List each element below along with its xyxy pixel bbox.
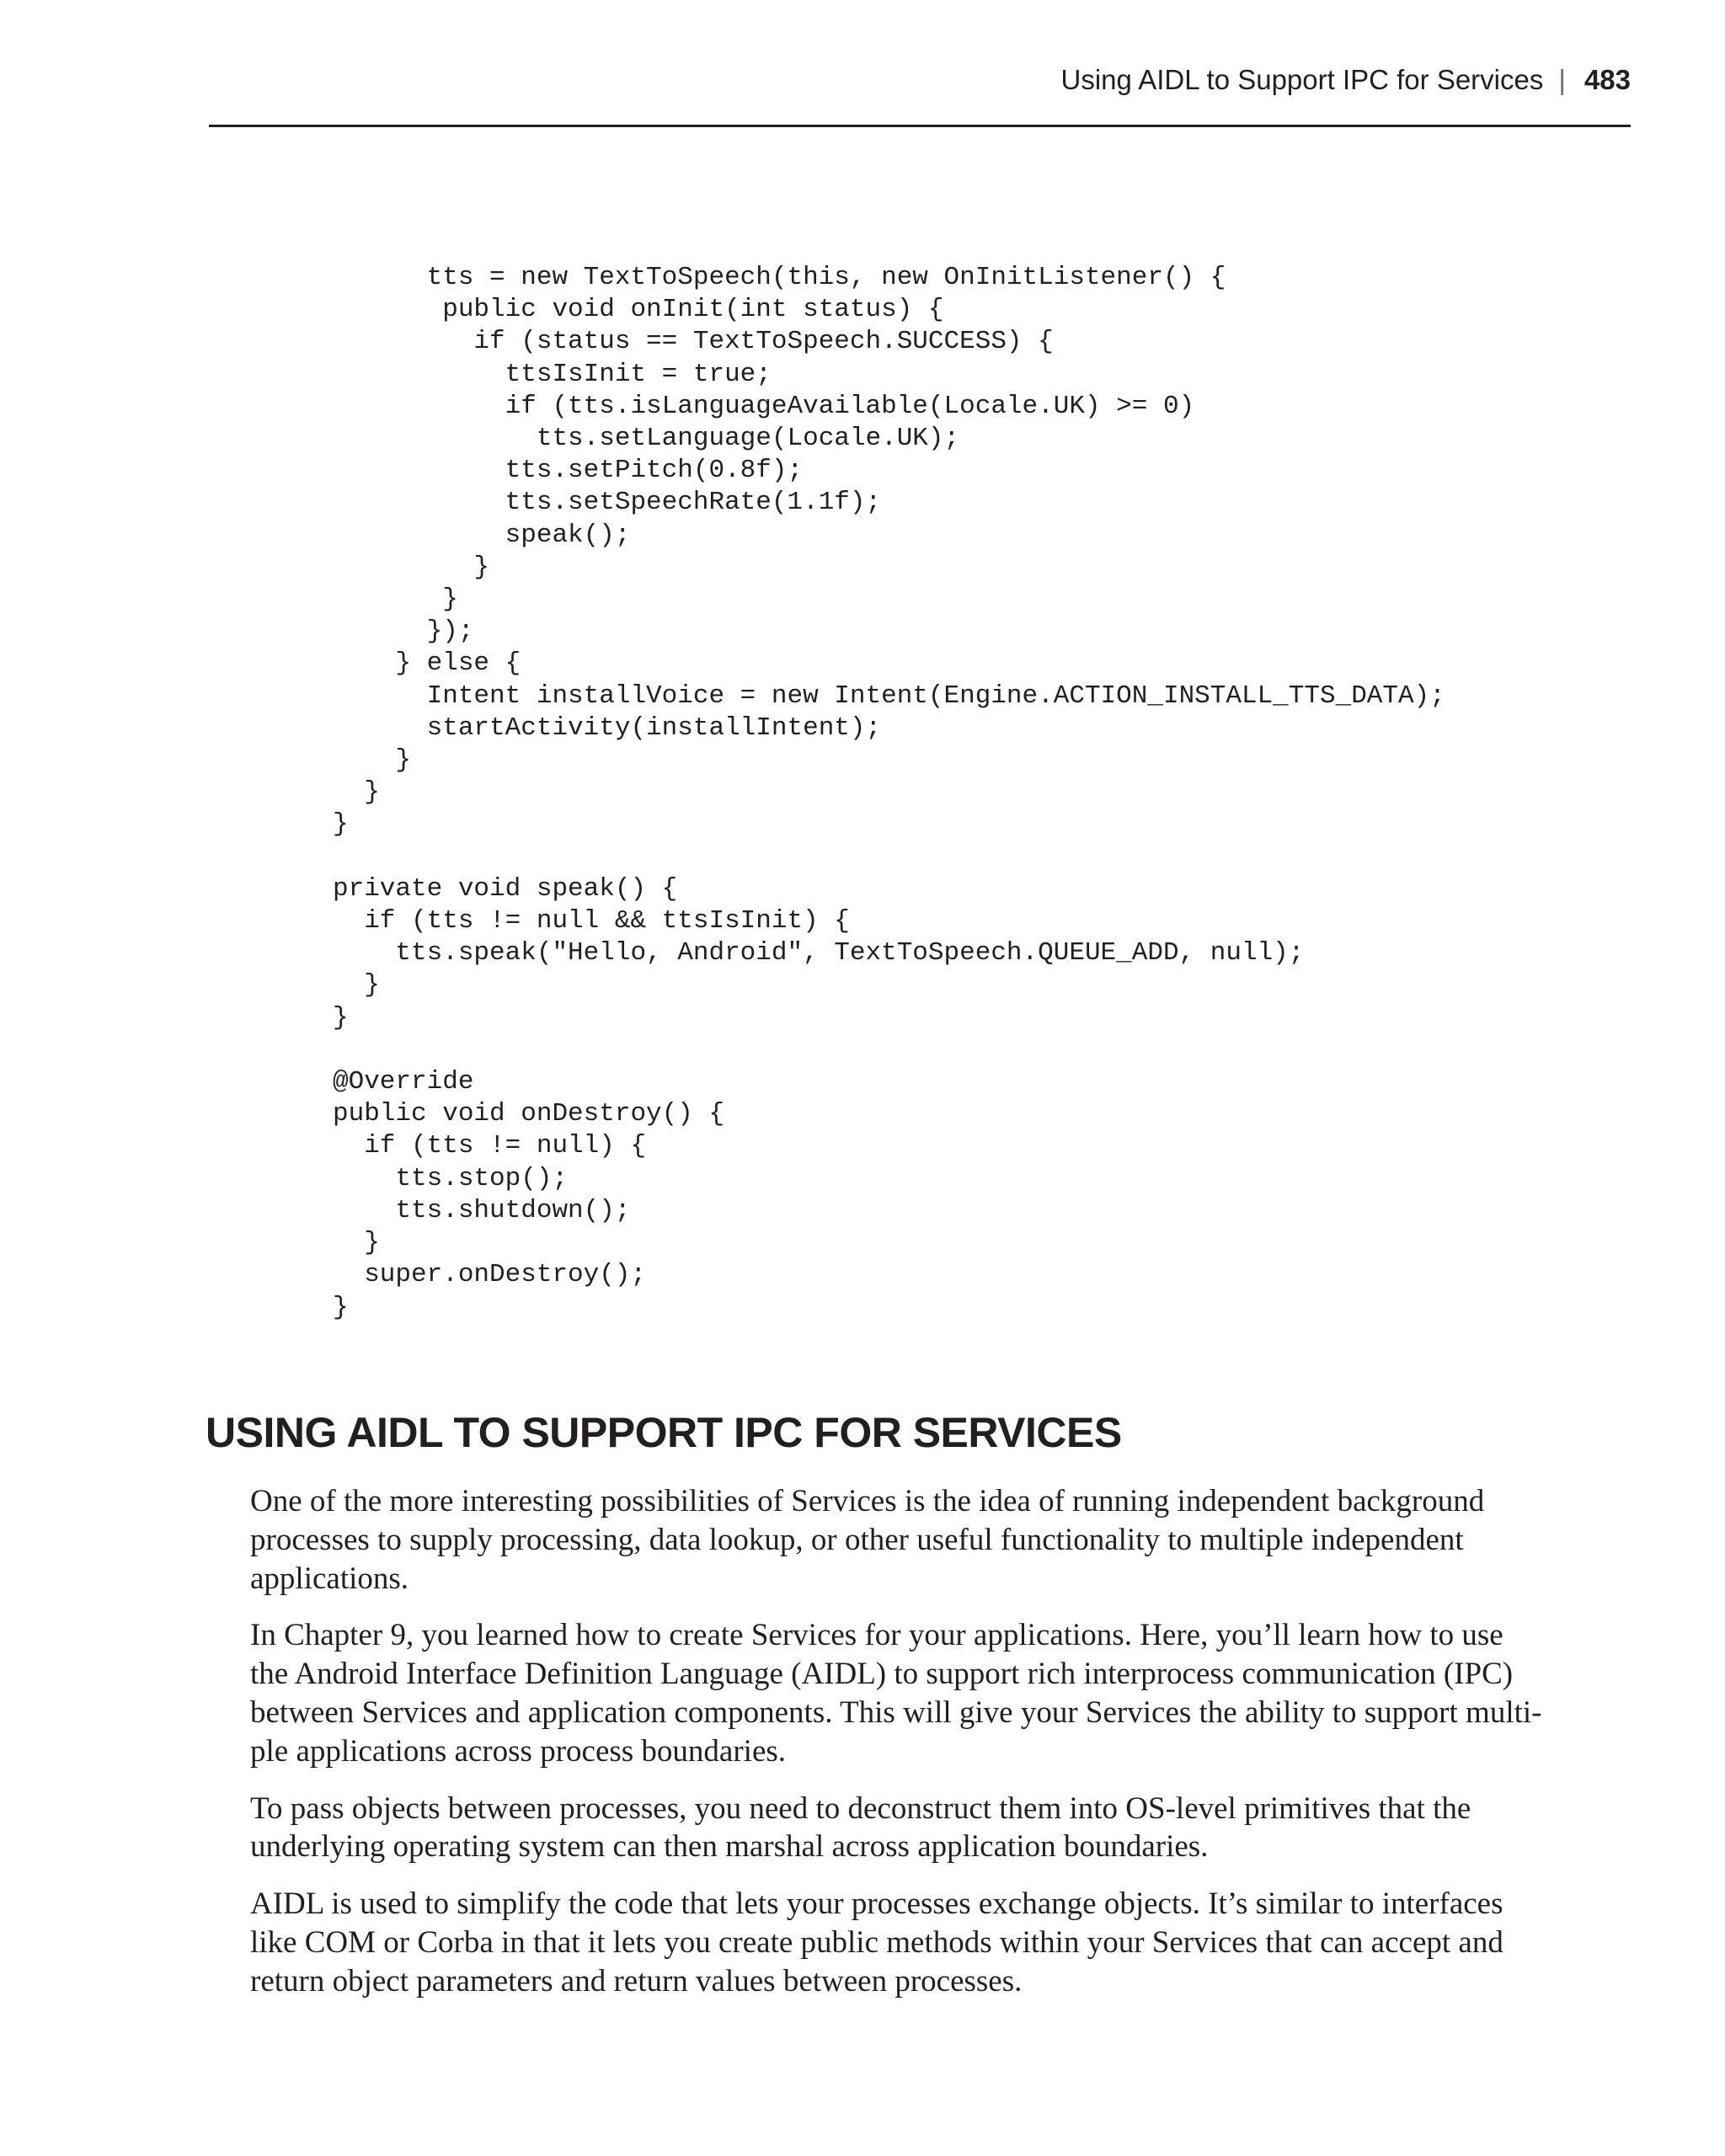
code-line: tts.speak("Hello, Android", TextToSpeech.QUEUE_ADD, null);: [333, 938, 1305, 969]
code-line: public void onDestroy() {: [333, 1099, 725, 1129]
running-head-title: Using AIDL to Support IPC for Services: [1060, 64, 1544, 95]
code-line: if (tts != null) {: [333, 1131, 647, 1161]
section-heading: USING AIDL TO SUPPORT IPC FOR SERVICES: [206, 1409, 1122, 1456]
code-line: tts.setPitch(0.8f);: [333, 456, 804, 486]
code-line: if (status == TextToSpeech.SUCCESS) {: [333, 327, 1054, 357]
code-line: public void onInit(int status) {: [333, 295, 944, 325]
code-line: }: [333, 809, 349, 840]
text-line: return object parameters and return values between processes.: [250, 1963, 1023, 1999]
code-line: }: [333, 777, 380, 808]
body-text: [250, 1482, 1615, 2020]
text-line: ple applications across process boundaries.: [250, 1733, 787, 1769]
code-line: speak();: [333, 520, 631, 550]
paragraph: [250, 1616, 1615, 1770]
code-line: if (tts != null && ttsIsInit) {: [333, 906, 850, 937]
paragraph: [250, 1482, 1615, 1598]
code-line: super.onDestroy();: [333, 1260, 647, 1290]
text-line: between Services and application components. This will give your Services the ability to support multi-: [250, 1694, 1542, 1730]
code-line: }: [333, 1002, 349, 1033]
text-line: To pass objects between processes, you need to deconstruct them into OS-level primitives that the: [250, 1790, 1471, 1826]
text-line: One of the more interesting possibilities of Services is the idea of running independent background: [250, 1484, 1485, 1518]
code-line: }: [333, 1228, 380, 1258]
code-line: }: [333, 745, 412, 776]
code-line: tts.shutdown();: [333, 1195, 631, 1225]
code-line: }: [333, 970, 380, 1001]
code-line: tts.setSpeechRate(1.1f);: [333, 488, 882, 518]
code-line: } else {: [333, 648, 521, 679]
text-line: AIDL is used to simplify the code that lets your processes exchange objects. It’s similar to interfaces: [250, 1886, 1503, 1922]
running-head-separator: |: [1558, 64, 1566, 95]
text-line: like COM or Corba in that it lets you create public methods within your Services that can accept and: [250, 1924, 1503, 1960]
code-line: tts.setLanguage(Locale.UK);: [333, 424, 960, 454]
text-line: the Android Interface Definition Language (AIDL) to support rich interprocess communication (IPC): [250, 1657, 1514, 1692]
code-line: if (tts.isLanguageAvailable(Locale.UK) >= 0): [333, 391, 1195, 421]
text-line: processes to supply processing, data lookup, or other useful functionality to multiple independent: [250, 1522, 1464, 1557]
running-head: [0, 64, 1631, 96]
code-line: tts.stop();: [333, 1163, 569, 1193]
paragraph: [250, 1790, 1615, 1867]
paragraph: [250, 1885, 1615, 2000]
code-line: }: [333, 584, 458, 615]
code-line: private void speak() {: [333, 873, 678, 904]
text-line: In Chapter 9, you learned how to create Services for your applications. Here, you’ll learn how to use: [250, 1618, 1503, 1653]
header-rule: [209, 125, 1631, 127]
code-line: }: [333, 1292, 349, 1322]
code-line: ttsIsInit = true;: [333, 359, 772, 389]
code-line: });: [333, 616, 474, 647]
page-number: 483: [1583, 64, 1631, 95]
code-line: }: [333, 552, 490, 582]
code-line: @Override: [333, 1067, 474, 1097]
code-line: tts = new TextToSpeech(this, new OnInitListener() {: [333, 263, 1226, 292]
code-listing: [333, 262, 1445, 1324]
code-line: Intent installVoice = new Intent(Engine.ACTION_INSTALL_TTS_DATA);: [333, 680, 1445, 711]
text-line: applications.: [250, 1561, 409, 1596]
code-line: startActivity(installIntent);: [333, 712, 882, 743]
text-line: underlying operating system can then marshal across application boundaries.: [250, 1829, 1209, 1865]
